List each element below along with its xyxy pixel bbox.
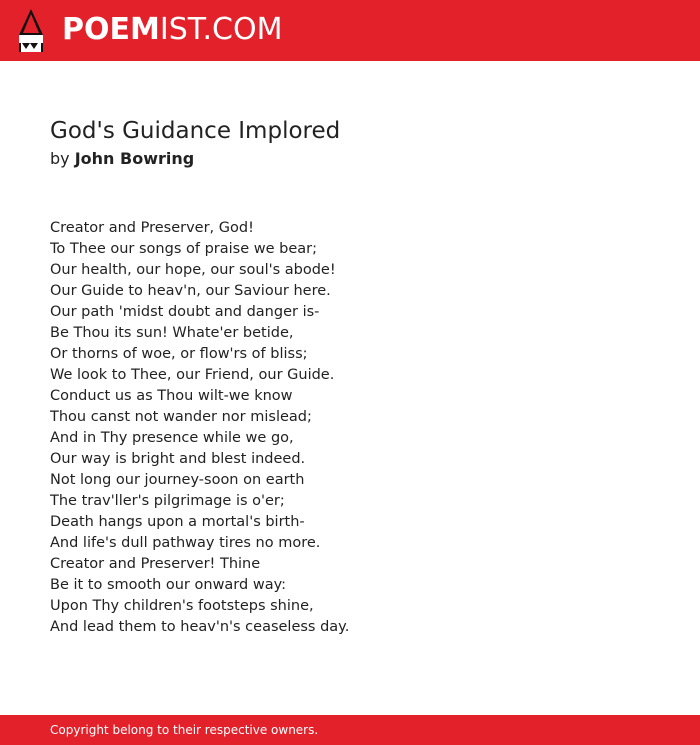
by-label: by bbox=[50, 149, 70, 168]
poem-heading bbox=[50, 115, 650, 170]
poem-line: Or thorns of woe, or flow'rs of bliss; bbox=[50, 346, 308, 362]
site-header bbox=[0, 0, 700, 61]
poem-line: Thou canst not wander nor mislead; bbox=[50, 409, 312, 425]
copyright-text: Copyright belong to their respective owners. bbox=[50, 723, 319, 737]
poem-line: Creator and Preserver, God! bbox=[50, 220, 254, 236]
poem-line: Creator and Preserver! Thine bbox=[50, 556, 261, 572]
poem-line: Upon Thy children's footsteps shine, bbox=[50, 598, 314, 614]
poem-line: Conduct us as Thou wilt-we know bbox=[50, 388, 293, 404]
poem-line: Our path 'midst doubt and danger is- bbox=[50, 304, 320, 320]
poem-line: Our health, our hope, our soul's abode! bbox=[50, 262, 336, 278]
poem-line: Our way is bright and blest indeed. bbox=[50, 451, 306, 467]
byline bbox=[50, 148, 650, 170]
poem-line: Our Guide to heav'n, our Saviour here. bbox=[50, 283, 331, 299]
poem-line: To Thee our songs of praise we bear; bbox=[50, 241, 317, 257]
site-logo[interactable] bbox=[62, 10, 282, 50]
pencil-icon[interactable] bbox=[16, 9, 46, 52]
author-name: John Bowring bbox=[74, 149, 195, 168]
poem-line: And in Thy presence while we go, bbox=[50, 430, 294, 446]
poem-line: We look to Thee, our Friend, our Guide. bbox=[50, 367, 335, 383]
poem-line: And life's dull pathway tires no more. bbox=[50, 535, 321, 551]
poem-line: Death hangs upon a mortal's birth- bbox=[50, 514, 305, 530]
poem-title: God's Guidance Implored bbox=[50, 118, 341, 144]
poem-line: Be it to smooth our onward way: bbox=[50, 577, 286, 593]
poem-body bbox=[50, 218, 650, 638]
poem-line: Be Thou its sun! Whate'er betide, bbox=[50, 325, 294, 341]
site-footer bbox=[0, 715, 700, 745]
poem-line: And lead them to heav'n's ceaseless day. bbox=[50, 619, 350, 635]
poem-line: Not long our journey-soon on earth bbox=[50, 472, 305, 488]
logo-light-text: IST.COM bbox=[159, 12, 283, 47]
poem-line: The trav'ller's pilgrimage is o'er; bbox=[50, 493, 285, 509]
logo-bold-text: POEM bbox=[62, 12, 160, 47]
